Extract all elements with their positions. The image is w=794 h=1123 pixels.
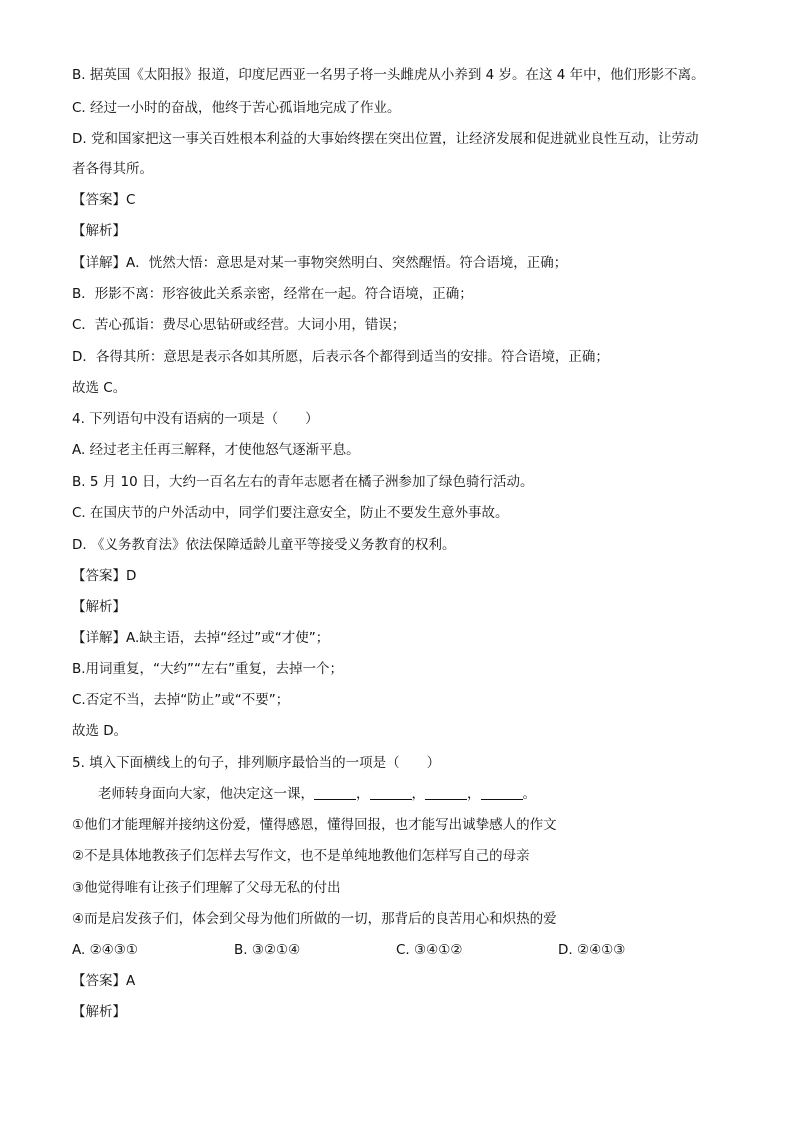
q5-stem-prefix: 老师转身面向大家，他决定这一课，: [98, 786, 314, 802]
q5-question: 5. 填入下面横线上的句子，排列顺序最恰当的一项是（ ）: [72, 755, 441, 771]
q5-blank-3: [425, 785, 467, 800]
q4-question: 4. 下列语句中没有语病的一项是（ ）: [72, 411, 319, 427]
q3-answer: 【答案】C: [72, 192, 136, 208]
q5-sentence-2: ②不是具体地教孩子们怎样去写作文，也不是单纯地教他们怎样写自己的母亲: [72, 848, 530, 864]
q5-stem: [98, 785, 536, 803]
q4-conclusion: 故选 D。: [72, 723, 128, 739]
q3-conclusion: 故选 C。: [72, 380, 127, 396]
q5-sentence-3: ③他觉得唯有让孩子们理解了父母无私的付出: [72, 880, 341, 896]
q3-detail-c: C．苦心孤诣：费尽心思钻研或经营。大词小用，错误；: [72, 317, 406, 333]
q5-sentence-1: ①他们才能理解并接纳这份爱，懂得感恩，懂得回报，也才能写出诚挚感人的作文: [72, 817, 557, 833]
q3-detail-d: D．各得其所：意思是表示各如其所愿，后表示各个都得到适当的安排。符合语境，正确；: [72, 349, 609, 365]
q4-analysis-heading: 【解析】: [72, 599, 126, 615]
q5-stem-end: 。: [522, 786, 536, 802]
q3-option-d-line1: D. 党和国家把这一事关百姓根本利益的大事始终摆在突出位置，让经济发展和促进就业良性互动，让劳动: [72, 131, 699, 147]
q4-detail-b: B.用词重复，“大约”“左右”重复，去掉一个；: [72, 661, 344, 677]
q5-separator-3: ，: [467, 786, 481, 802]
q5-blank-2: [370, 785, 412, 800]
q4-detail-c: C.否定不当，去掉“防止”或“不要”；: [72, 692, 290, 708]
q5-sentence-4: ④而是启发孩子们，体会到父母为他们所做的一切，那背后的良苦用心和炽热的爱: [72, 911, 557, 927]
q5-option-b: B. ③②①④: [234, 942, 301, 958]
q5-blank-4: [481, 785, 523, 800]
q4-option-c: C. 在国庆节的户外活动中，同学们要注意安全，防止不要发生意外事故。: [72, 505, 509, 521]
q3-option-b: B. 据英国《太阳报》报道，印度尼西亚一名男子将一头雌虎从小养到 4 岁。在这 4 年中，他们形影不离。: [72, 67, 705, 83]
q3-option-c: C. 经过一小时的奋战，他终于苦心孤诣地完成了作业。: [72, 100, 401, 116]
q5-separator-1: ，: [356, 786, 370, 802]
q5-option-c: C. ③④①②: [396, 942, 463, 958]
q5-option-a: A. ②④③①: [72, 942, 138, 958]
q5-option-d: D. ②④①③: [558, 942, 626, 958]
q5-analysis-heading: 【解析】: [72, 1004, 126, 1020]
q3-analysis-heading: 【解析】: [72, 223, 126, 239]
q3-option-d-line2: 者各得其所。: [72, 161, 153, 177]
q4-option-b: B. 5 月 10 日，大约一百名左右的青年志愿者在橘子洲参加了绿色骑行活动。: [72, 474, 534, 490]
q4-answer: 【答案】D: [72, 568, 137, 584]
q4-option-a: A. 经过老主任再三解释，才使他怒气逐渐平息。: [72, 442, 360, 458]
q3-detail-b: B．形影不离：形容彼此关系亲密，经常在一起。符合语境，正确；: [72, 286, 473, 302]
q5-separator-2: ，: [411, 786, 425, 802]
q5-answer: 【答案】A: [72, 973, 136, 989]
q4-option-d: D. 《义务教育法》依法保障适龄儿童平等接受义务教育的权利。: [72, 537, 456, 553]
q3-detail-a: 【详解】A．恍然大悟：意思是对某一事物突然明白、突然醒悟。符合语境，正确；: [72, 255, 568, 271]
q5-blank-1: [314, 785, 356, 800]
q4-detail-a: 【详解】A.缺主语，去掉“经过”或“才使”；: [72, 630, 330, 646]
